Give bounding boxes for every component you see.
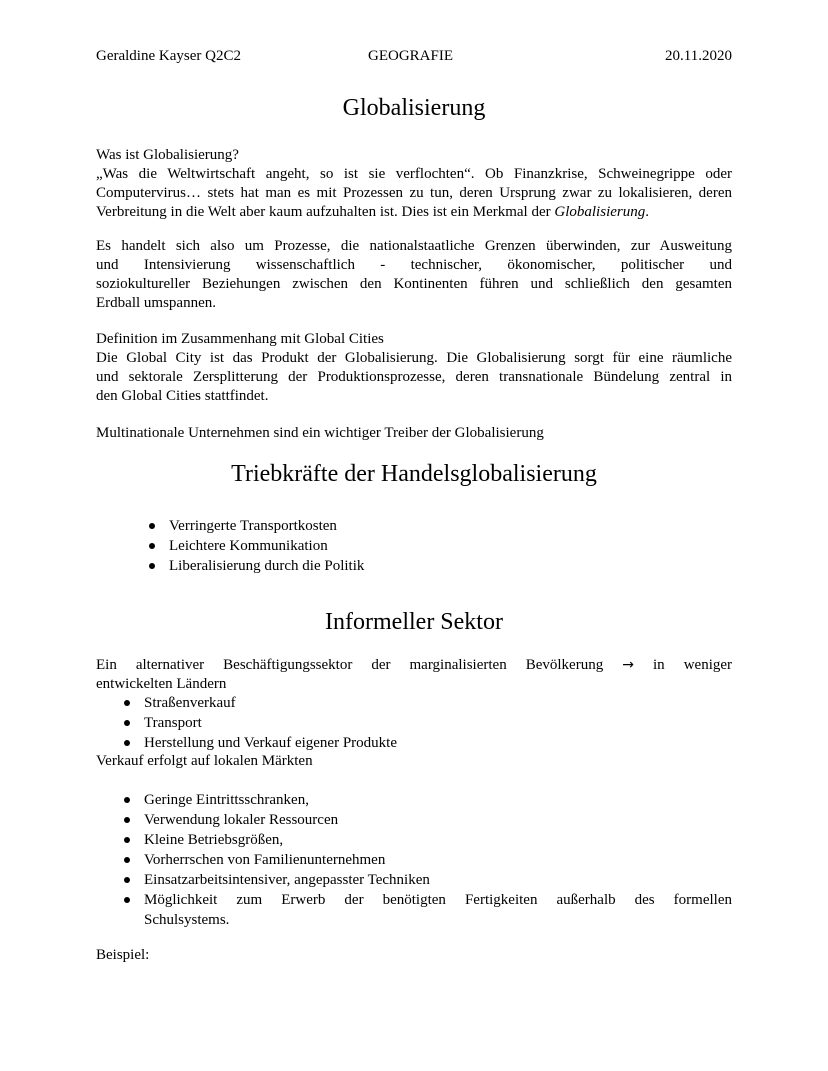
definition-line: und sektorale Zersplitterung der Produktionsprozesse, deren transnationale Bündelung zentral in	[96, 369, 732, 385]
definition-line: den Global Cities stattfindet.	[96, 388, 269, 404]
informal-intro	[96, 656, 732, 694]
example-label	[96, 946, 732, 965]
author-name: Geraldine Kayser Q2C2	[96, 48, 241, 64]
definition-heading: Definition im Zusammenhang mit Global Cities	[96, 331, 384, 347]
section-title-informal: Informeller Sektor	[325, 609, 503, 635]
list-item	[120, 890, 732, 930]
intro-emphasis: Globalisierung	[554, 204, 646, 220]
process-line: Erdball umspannen.	[96, 295, 216, 311]
document-date: 20.11.2020	[665, 48, 732, 64]
definition-paragraph	[96, 330, 732, 406]
multinational-paragraph	[96, 424, 732, 443]
example-line: Beispiel:	[96, 947, 150, 963]
page-title: Globalisierung	[342, 95, 486, 121]
informal-intro-line: entwickelten Ländern	[96, 676, 227, 692]
markets-note	[96, 752, 732, 771]
intro-text: .	[645, 204, 649, 220]
process-line: Es handelt sich also um Prozesse, die nationalstaatliche Grenzen überwinden, zur Ausweitung	[96, 238, 732, 254]
list-item: Verringerte Transportkosten	[145, 516, 364, 536]
informal-intro-text: in weniger	[653, 657, 733, 673]
list-item: Transport	[120, 713, 397, 733]
list-item: Einsatzarbeitsintensiver, angepasster Techniken	[120, 870, 732, 890]
informal-features-list	[120, 790, 732, 930]
markets-line: Verkauf erfolgt auf lokalen Märkten	[96, 753, 313, 769]
page-header	[96, 48, 732, 68]
list-item-text: Möglichkeit zum Erwerb der benötigten Fertigkeiten außerhalb des formellen	[144, 892, 732, 908]
definition-line: Die Global City ist das Produkt der Globalisierung. Die Globalisierung sorgt für eine räumliche	[96, 350, 732, 366]
informal-intro-text: Ein alternativer Beschäftigungssektor der marginalisierten Bevölkerung	[96, 657, 604, 673]
intro-question: Was ist Globalisierung?	[96, 147, 239, 163]
list-item: Straßenverkauf	[120, 693, 397, 713]
list-item: Leichtere Kommunikation	[145, 536, 364, 556]
list-item: Geringe Eintrittsschranken,	[120, 790, 732, 810]
process-paragraph	[96, 237, 732, 313]
intro-paragraph	[96, 146, 732, 222]
informal-intro-line	[96, 656, 732, 675]
list-item: Kleine Betriebsgrößen,	[120, 830, 732, 850]
section-title-drivers: Triebkräfte der Handelsglobalisierung	[231, 461, 597, 487]
intro-line: „Was die Weltwirtschaft angeht, so ist sie verflochten“. Ob Finanzkrise, Schweinegrippe oder	[96, 166, 732, 182]
multinational-line: Multinationale Unternehmen sind ein wichtiger Treiber der Globalisierung	[96, 425, 544, 441]
process-line: soziokultureller Beziehungen zwischen den Kontinenten führen und schließlich den gesamten	[96, 276, 732, 292]
intro-line: Computervirus… stets hat man es mit Prozessen zu tun, deren Ursprung zwar zu lokalisieren, deren	[96, 185, 732, 201]
list-item: Herstellung und Verkauf eigener Produkte	[120, 733, 397, 753]
list-item: Vorherrschen von Familienunternehmen	[120, 850, 732, 870]
list-item: Verwendung lokaler Ressourcen	[120, 810, 732, 830]
informal-activities-list	[120, 693, 397, 753]
arrow-right-icon: →	[622, 657, 634, 673]
drivers-list	[145, 516, 364, 576]
list-item-continuation: Schulsystems.	[144, 912, 230, 928]
intro-line	[96, 203, 732, 222]
list-item: Liberalisierung durch die Politik	[145, 556, 364, 576]
process-line: und Intensivierung wissenschaftlich - technischer, ökonomischer, politischer und	[96, 257, 732, 273]
subject-label: GEOGRAFIE	[368, 48, 453, 64]
intro-text: Verbreitung in die Welt aber kaum aufzuhalten ist. Dies ist ein Merkmal der	[96, 204, 555, 220]
